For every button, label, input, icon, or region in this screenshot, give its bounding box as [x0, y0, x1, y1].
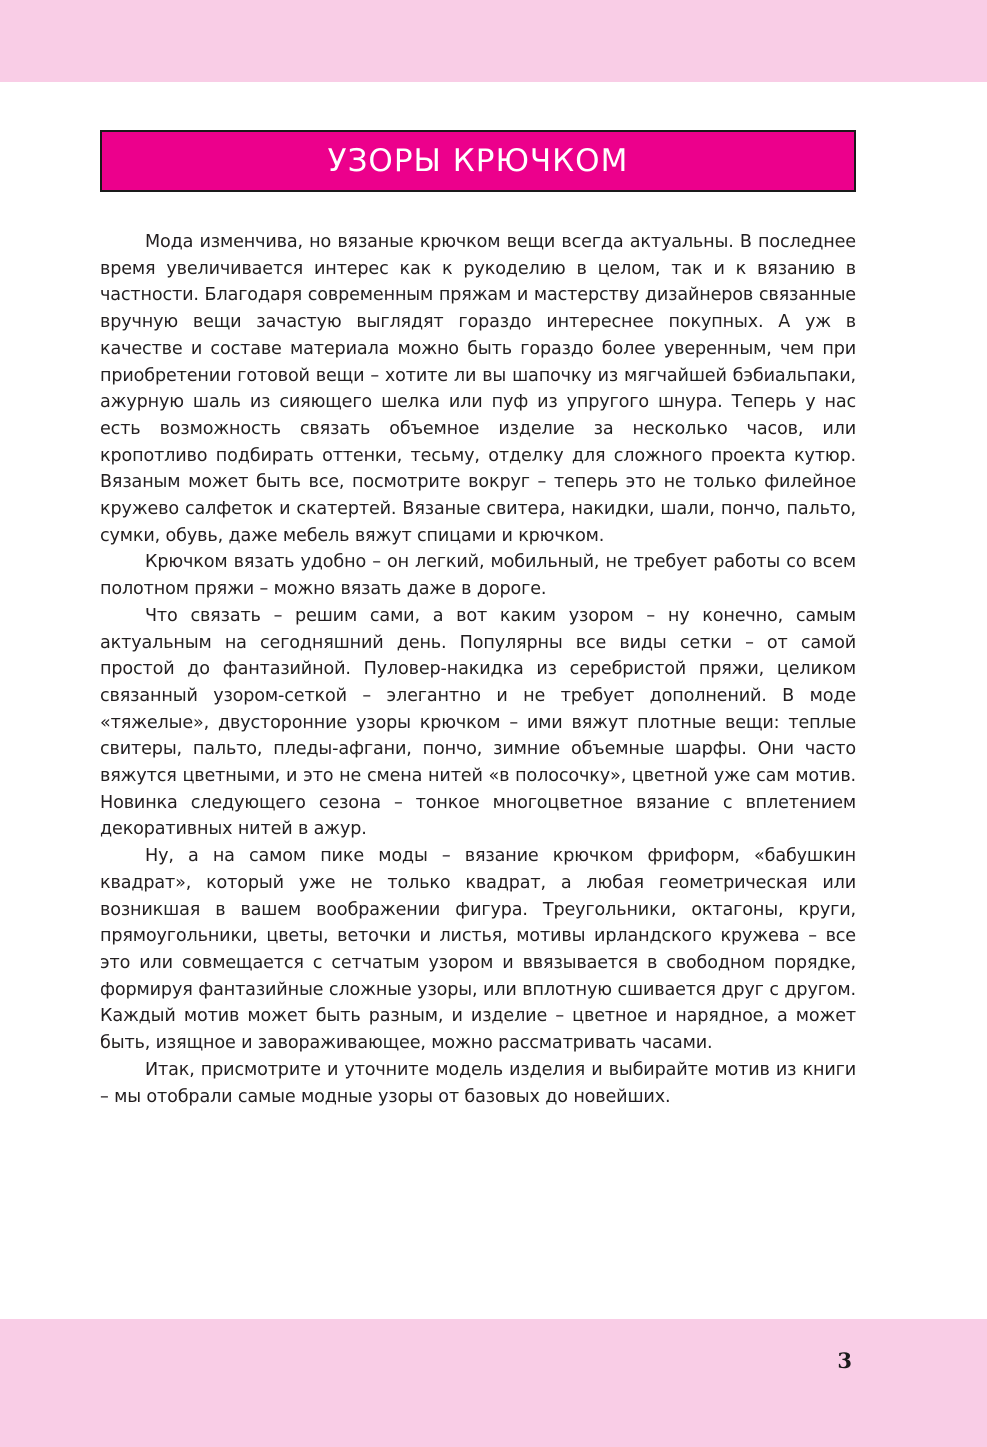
- body-text: [100, 229, 856, 1110]
- paragraph-4: Ну, а на самом пике моды – вязание крючком фриформ, «бабушкин квадрат», который уже не только квадрат, а любая геометрическая или возникшая в вашем воображении фигура. Треугольники, октагоны, круги, прямоугольники, цветы, веточки и листья, мотивы ирландского кружева – все это или совмещается с сетчатым узором и ввязывается в свободном порядке, формируя фантазийные сложные узоры, или вплотную сшивается друг с другом. Каждый мотив может быть разным, и изделие – цветное и нарядное, а может быть, изящное и завораживающее, можно рассматривать часами.: [100, 846, 856, 1054]
- chapter-title-banner: [100, 130, 856, 192]
- top-color-band: [0, 0, 987, 82]
- page-number: 3: [837, 1348, 852, 1373]
- chapter-title: УЗОРЫ КРЮЧКОМ: [327, 142, 629, 179]
- paragraph-1: Мода изменчива, но вязаные крючком вещи всегда актуальны. В последнее время увеличивается интерес как к рукоделию в целом, так и к вязанию в частности. Благодаря современным пряжам и мастерству дизайнеров связанные вручную вещи зачастую выглядят гораздо интереснее покупных. А уж в качестве и составе материала можно быть гораздо более уверенным, чем при приобретении готовой вещи – хотите ли вы шапочку из мягчайшей бэбиальпаки, ажурную шаль из сияющего шелка или пуф из упругого шнура. Теперь у нас есть возможность связать объемное изделие за несколько часов, или кропотливо подбирать оттенки, тесьму, отделку для сложного проекта кутюр. Вязаным может быть все, посмотрите вокруг – теперь это не только филейное кружево салфеток и скатертей. Вязаные свитера, накидки, шали, пончо, пальто, сумки, обувь, даже мебель вяжут спицами и крючком.: [100, 232, 856, 546]
- paragraph-5: Итак, присмотрите и уточните модель изделия и выбирайте мотив из книги – мы отобрали самые модные узоры от базовых до новейших.: [100, 1059, 856, 1107]
- bottom-color-band: [0, 1319, 987, 1447]
- paragraph-2: Крючком вязать удобно – он легкий, мобильный, не требует работы со всем полотном пряжи – можно вязать даже в дороге.: [100, 552, 856, 600]
- paragraph-3: Что связать – решим сами, а вот каким узором – ну конечно, самым актуальным на сегодняшний день. Популярны все виды сетки – от самой простой до фантазийной. Пуловер-накидка из серебристой пряжи, целиком связанный узором-сеткой – элегантно и не требует дополнений. В моде «тяжелые», двусторонние узоры крючком – ими вяжут плотные вещи: теплые свитеры, пальто, пледы-афгани, пончо, зимние объемные шарфы. Они часто вяжутся цветными, и это не смена нитей «в полосочку», цветной уже сам мотив. Новинка следующего сезона – тонкое многоцветное вязание с вплетением декоративных нитей в ажур.: [100, 605, 856, 840]
